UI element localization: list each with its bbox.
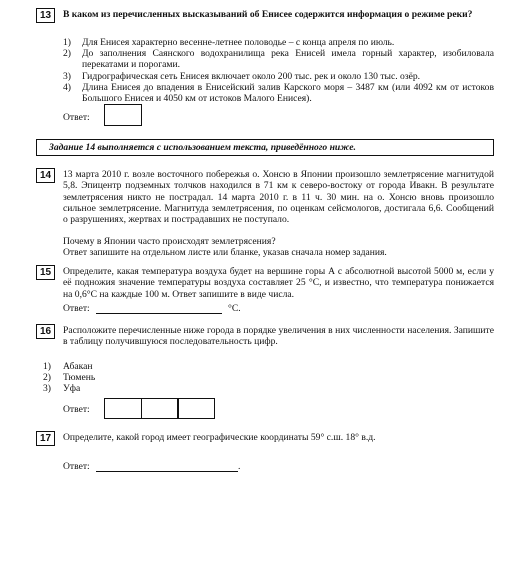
q13-option-2-text: До заполнения Саянского водохранилища река Енисей имела горный характер, изобиловала перекатами и порогами. bbox=[82, 48, 494, 71]
q13-option-4-number: 4) bbox=[63, 82, 71, 93]
q13-option-1-number: 1) bbox=[63, 37, 71, 48]
q13-option-3-number: 3) bbox=[63, 71, 71, 82]
question-16-text: Расположите перечисленные ниже города в порядке увеличения в них численности населения. Запишите в таблицу получившуюся последовательность цифр. bbox=[63, 325, 494, 348]
task-14-banner bbox=[36, 139, 494, 156]
task-14-banner-text: Задание 14 выполняется с использованием текста, приведённого ниже. bbox=[49, 141, 356, 153]
q16-answer-label: Ответ: bbox=[63, 404, 90, 415]
q16-answer-cells bbox=[104, 398, 214, 419]
question-14-number: 14 bbox=[36, 168, 55, 183]
q16-option-1-number: 1) bbox=[43, 361, 51, 372]
question-14-instruction: Ответ запишите на отдельном листе или бланке, указав сначала номер задания. bbox=[63, 247, 387, 258]
question-13-number: 13 bbox=[36, 8, 55, 23]
q16-option-2-text: Тюмень bbox=[63, 372, 96, 383]
q15-answer-line[interactable] bbox=[96, 313, 222, 314]
q13-option-3-text: Гидрографическая сеть Енисея включает около 200 тыс. рек и около 130 тыс. озёр. bbox=[82, 71, 421, 82]
question-14-question: Почему в Японии часто происходят землетрясения? bbox=[63, 236, 276, 247]
q13-option-1-text: Для Енисея характерно весенне-летнее половодье – с конца апреля по июль. bbox=[82, 37, 395, 48]
question-14-text: 13 марта 2010 г. возле восточного побережья о. Хонсю в Японии произошло землетрясение магнитудой 5,8. Эпицентр подземных толчков находился в 71 км к северо-востоку от города Ивакн. В результате землетрясения никто не пострадал. 14 марта 2010 г. в 11 ч. 30 мин. на о. Хонсю вновь произошло сильное землетрясение. Магнитуда землетрясения, по оценкам сейсмологов, достигала 6,6. Сообщений о разрушениях, жертвах и пострадавших не поступало. bbox=[63, 169, 494, 226]
question-15-number: 15 bbox=[36, 265, 55, 280]
q16-answer-cell-3[interactable] bbox=[177, 398, 215, 419]
q16-answer-cell-2[interactable] bbox=[141, 398, 179, 419]
q15-unit: °С. bbox=[228, 303, 241, 314]
question-15-text: Определите, какая температура воздуха будет на вершине горы А с абсолютной высотой 5000 м, если у её подножия значение температуры воздуха составляет 25 °С, и известно, что температура понижается на 0,6°С на каждые 100 м. Ответ запишите в виде числа. bbox=[63, 266, 494, 300]
q16-option-1-text: Абакан bbox=[63, 361, 93, 372]
q16-option-3-number: 3) bbox=[43, 383, 51, 394]
question-16-number: 16 bbox=[36, 324, 55, 339]
q16-option-3-text: Уфа bbox=[63, 383, 81, 394]
q13-option-2-number: 2) bbox=[63, 48, 71, 59]
q17-answer-end: . bbox=[238, 461, 241, 472]
q16-answer-cell-1[interactable] bbox=[104, 398, 142, 419]
question-13-text: В каком из перечисленных высказываний об Енисее содержится информация о режиме реки? bbox=[63, 9, 473, 20]
q13-answer-label: Ответ: bbox=[63, 112, 90, 123]
question-17-number: 17 bbox=[36, 431, 55, 446]
q13-option-4-text: Длина Енисея до впадения в Енисейский залив Карского моря – 3487 км (или 4092 км от истоков Большого Енисея и 4050 км от истоков Малого Енисея). bbox=[82, 82, 494, 105]
q17-answer-label: Ответ: bbox=[63, 461, 90, 472]
q16-option-2-number: 2) bbox=[43, 372, 51, 383]
q17-answer-line[interactable] bbox=[96, 471, 238, 472]
q13-answer-box[interactable] bbox=[104, 104, 142, 126]
question-17-text: Определите, какой город имеет географические координаты 59° с.ш. 18° в.д. bbox=[63, 432, 376, 443]
q15-answer-label: Ответ: bbox=[63, 303, 90, 314]
